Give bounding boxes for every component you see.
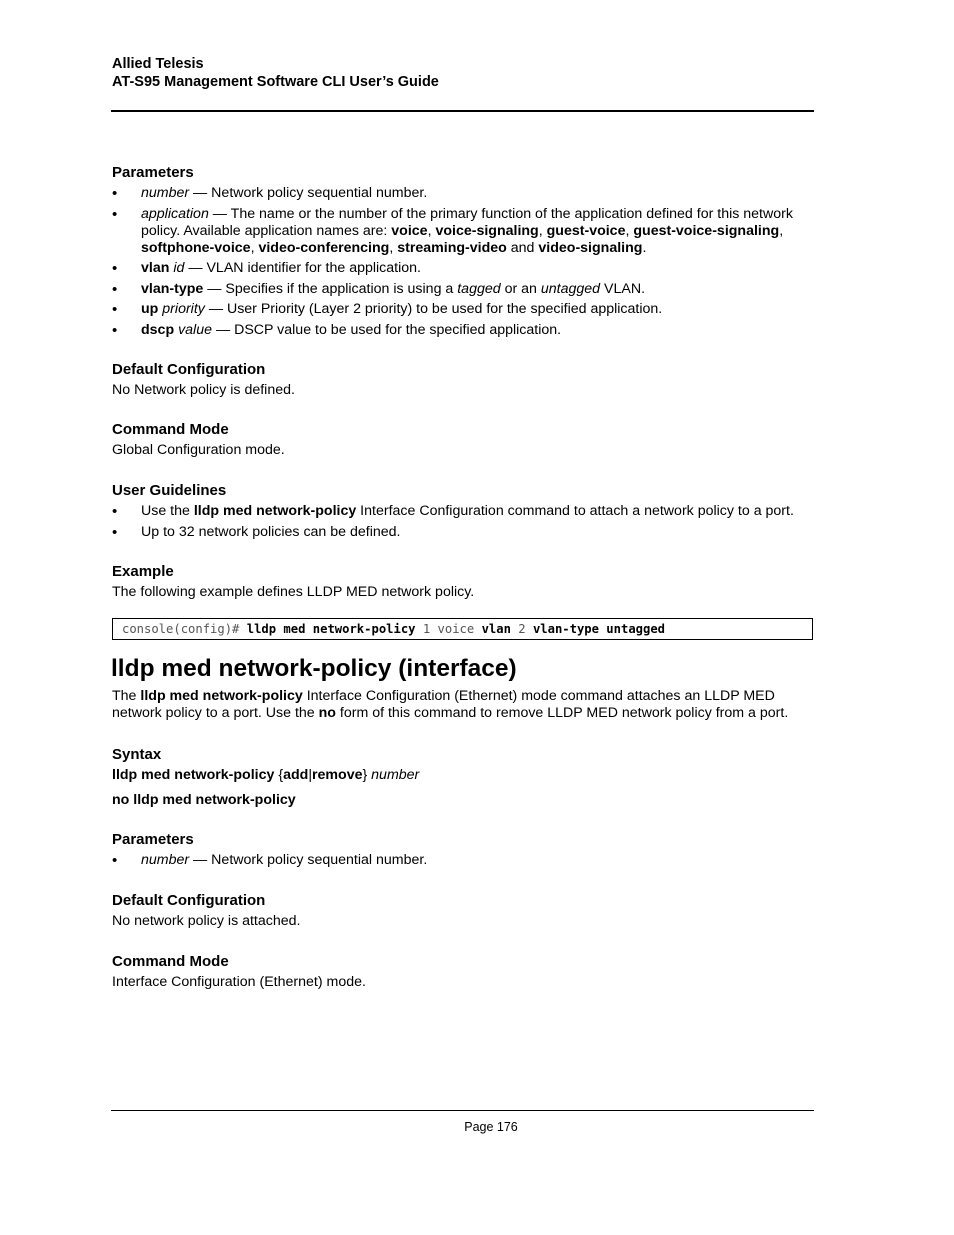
parameters-list xyxy=(112,852,814,869)
parameters-heading: Parameters xyxy=(112,164,194,181)
default-config-text: No network policy is attached. xyxy=(112,913,301,929)
command-mode-heading: Command Mode xyxy=(112,421,229,438)
syntax-heading: Syntax xyxy=(112,746,162,763)
command-mode-section-2 xyxy=(112,953,814,991)
parameters-section xyxy=(112,164,814,342)
list-item: • number — Network policy sequential number. xyxy=(112,185,814,202)
default-config-text: No Network policy is defined. xyxy=(112,382,295,398)
user-guidelines-section xyxy=(112,482,814,544)
default-config-heading: Default Configuration xyxy=(112,361,266,378)
default-config-heading: Default Configuration xyxy=(112,892,266,909)
command-mode-heading: Command Mode xyxy=(112,953,229,970)
example-heading: Example xyxy=(112,563,174,580)
header-company: Allied Telesis xyxy=(112,56,204,72)
command-intro: The lldp med network-policy Interface Configuration (Ethernet) mode command attaches an LLDP MED network policy to a port. Use the no form of this command to remove LLDP MED network policy from a port. xyxy=(112,688,789,721)
command-mode-text: Global Configuration mode. xyxy=(112,442,285,458)
parameters-section-2 xyxy=(112,831,814,873)
code-example-box: console(config)# lldp med network-policy 1 voice vlan 2 vlan-type untagged xyxy=(112,618,813,640)
list-item: • Use the lldp med network-policy Interface Configuration command to attach a network policy to a port. xyxy=(112,503,814,520)
footer-rule xyxy=(111,1110,814,1111)
list-item: • Up to 32 network policies can be defined. xyxy=(112,524,814,541)
list-item: • vlan id — VLAN identifier for the application. xyxy=(112,260,814,277)
list-item: • application — The name or the number of the primary function of the application defined for this network policy. Available application names are: voice, voice-signaling, guest-voice, guest-voice-signaling, softphone-voice, video-conferencing, streaming-video and video-signaling. xyxy=(112,206,814,257)
example-section xyxy=(112,563,814,601)
list-item: • vlan-type — Specifies if the application is using a tagged or an untagged VLAN. xyxy=(112,281,814,298)
parameters-list xyxy=(112,185,814,339)
command-mode-text: Interface Configuration (Ethernet) mode. xyxy=(112,974,366,990)
page-number: Page 176 xyxy=(464,1120,518,1134)
syntax-no-line: no lldp med network-policy xyxy=(112,792,296,808)
command-title: lldp med network-policy (interface) xyxy=(111,655,517,682)
list-item: • number — Network policy sequential number. xyxy=(112,852,814,869)
list-item: • up priority — User Priority (Layer 2 priority) to be used for the specified application. xyxy=(112,301,814,318)
list-item: • dscp value — DSCP value to be used for the specified application. xyxy=(112,322,814,339)
header-rule xyxy=(111,110,814,112)
syntax-section xyxy=(112,746,814,809)
command-mode-section xyxy=(112,421,814,459)
guidelines-list xyxy=(112,503,814,541)
syntax-line: lldp med network-policy {add|remove} number xyxy=(112,767,420,783)
example-text: The following example defines LLDP MED network policy. xyxy=(112,584,475,600)
default-config-section-2 xyxy=(112,892,814,930)
parameters-heading: Parameters xyxy=(112,831,194,848)
default-config-section xyxy=(112,361,814,399)
user-guidelines-heading: User Guidelines xyxy=(112,482,227,499)
header-guide-title: AT-S95 Management Software CLI User’s Guide xyxy=(112,74,439,90)
running-header xyxy=(112,55,439,91)
